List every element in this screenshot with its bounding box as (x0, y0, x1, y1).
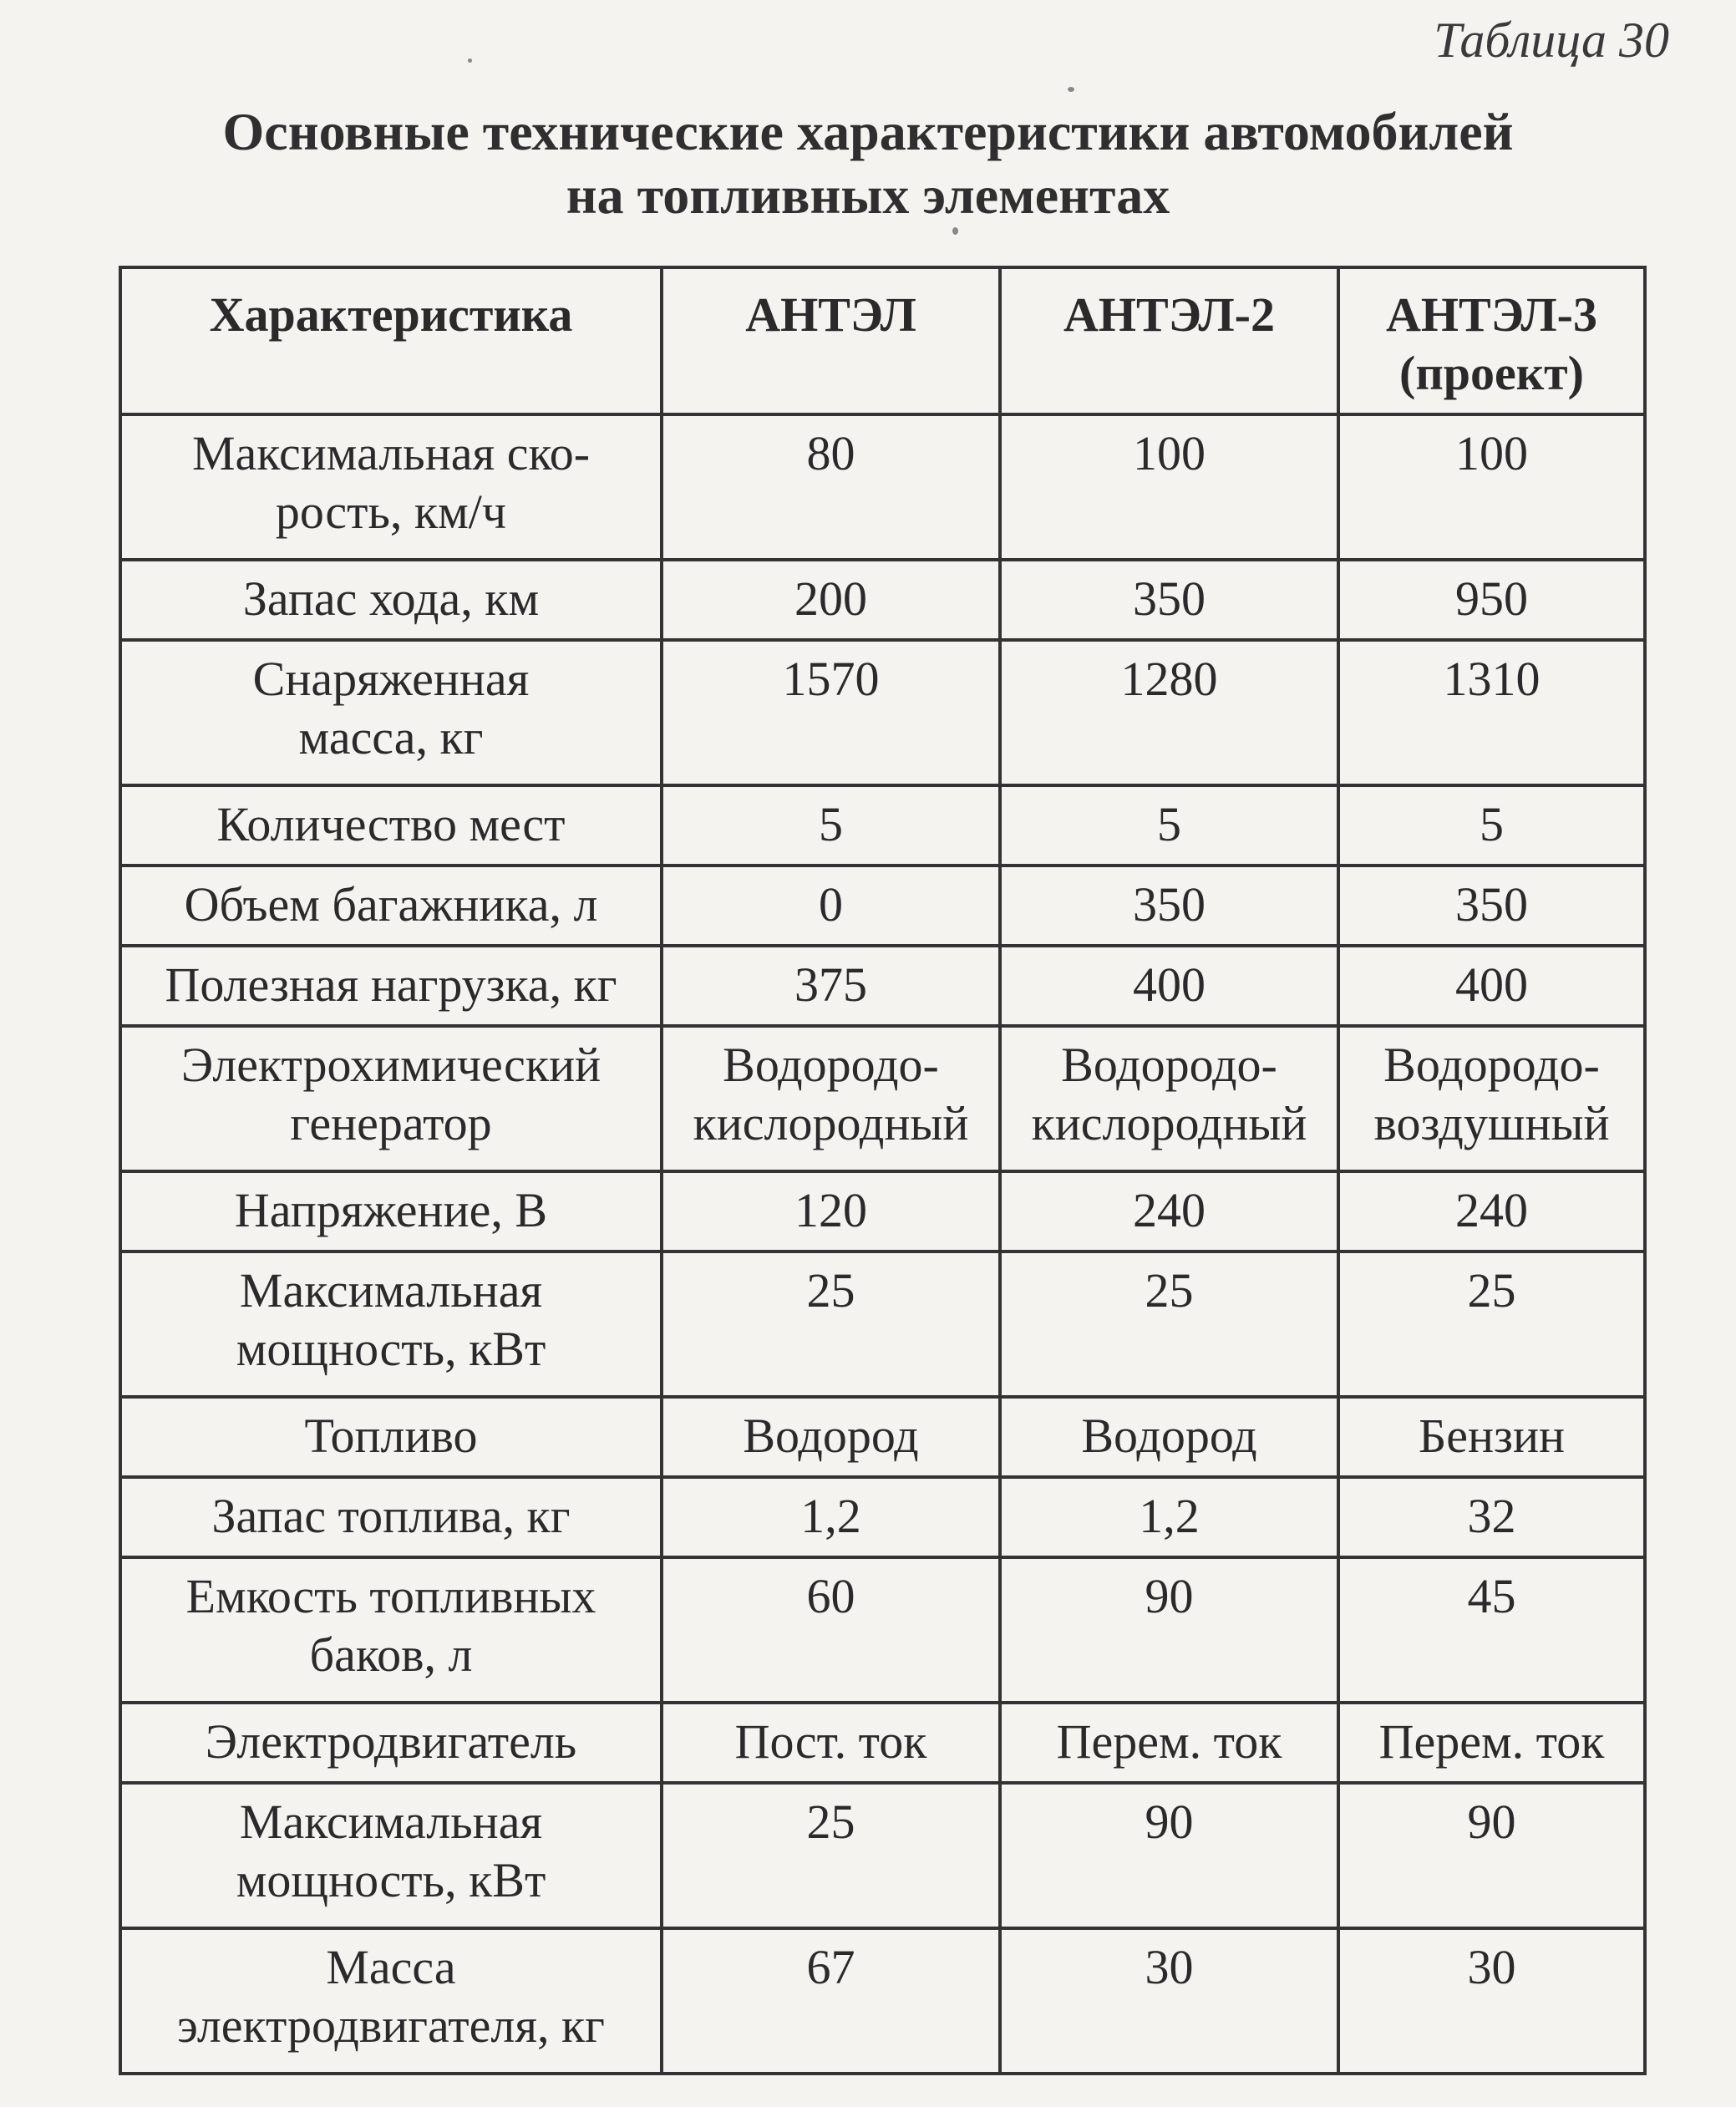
table-row (120, 866, 1645, 946)
table-cell: 350 (1000, 866, 1338, 946)
row-label: Топливо (120, 1397, 662, 1477)
table-cell: 45 (1338, 1557, 1645, 1703)
table-cell: 90 (1338, 1783, 1645, 1928)
table-cell: Водородо- воздушный (1338, 1026, 1645, 1171)
scan-speck (952, 227, 958, 235)
table-row (120, 640, 1645, 785)
table-cell: 60 (662, 1557, 1000, 1703)
table-row (120, 1557, 1645, 1703)
table-cell: 80 (662, 414, 1000, 560)
table-cell: 32 (1338, 1477, 1645, 1557)
table-cell: 25 (662, 1783, 1000, 1928)
row-label: Масса электродвигателя, кг (120, 1928, 662, 2074)
table-row (120, 1928, 1645, 2074)
column-header: Характеристика (120, 267, 662, 414)
table-cell: 25 (1000, 1252, 1338, 1397)
table-cell: 375 (662, 946, 1000, 1026)
table-header-row (120, 267, 1645, 414)
table-row (120, 1703, 1645, 1783)
table-cell: 25 (1338, 1252, 1645, 1397)
table-row (120, 560, 1645, 640)
table-cell: 1570 (662, 640, 1000, 785)
table-cell: 1,2 (1000, 1477, 1338, 1557)
page-title (0, 100, 1736, 227)
scan-speck (1068, 87, 1074, 92)
table-cell: 100 (1000, 414, 1338, 560)
title-line-1: Основные технические характеристики автомобилей (222, 102, 1514, 161)
table-number-label: Таблица 30 (1434, 13, 1669, 68)
table-cell: 350 (1000, 560, 1338, 640)
table-cell: 400 (1000, 946, 1338, 1026)
table-cell: 350 (1338, 866, 1645, 946)
column-header: АНТЭЛ-2 (1000, 267, 1338, 414)
table-cell: Бензин (1338, 1397, 1645, 1477)
row-label: Емкость топливных баков, л (120, 1557, 662, 1703)
table-cell: Водородо- кислородный (1000, 1026, 1338, 1171)
row-label: Полезная нагрузка, кг (120, 946, 662, 1026)
specifications-table (119, 266, 1647, 2075)
table-row (120, 1026, 1645, 1171)
table-cell: Перем. ток (1000, 1703, 1338, 1783)
table-row (120, 1783, 1645, 1928)
table-cell: 5 (662, 785, 1000, 866)
table-cell: 950 (1338, 560, 1645, 640)
table-cell: 1280 (1000, 640, 1338, 785)
row-label: Напряжение, В (120, 1171, 662, 1252)
table-cell: 240 (1338, 1171, 1645, 1252)
table-cell: 1310 (1338, 640, 1645, 785)
table-row (120, 1171, 1645, 1252)
row-label: Максимальная мощность, кВт (120, 1252, 662, 1397)
table-cell: Перем. ток (1338, 1703, 1645, 1783)
table-cell: Водородо- кислородный (662, 1026, 1000, 1171)
row-label: Запас хода, км (120, 560, 662, 640)
table-cell: 67 (662, 1928, 1000, 2074)
table-cell: 120 (662, 1171, 1000, 1252)
table-row (120, 1477, 1645, 1557)
table-cell: 25 (662, 1252, 1000, 1397)
title-line-2: на топливных элементах (566, 165, 1170, 225)
table-cell: Водород (1000, 1397, 1338, 1477)
row-label: Снаряженная масса, кг (120, 640, 662, 785)
row-label: Электродвигатель (120, 1703, 662, 1783)
row-label: Максимальная мощность, кВт (120, 1783, 662, 1928)
table-cell: 30 (1000, 1928, 1338, 2074)
table-cell: 5 (1000, 785, 1338, 866)
row-label: Электрохимический генератор (120, 1026, 662, 1171)
table-cell: Пост. ток (662, 1703, 1000, 1783)
column-header: АНТЭЛ (662, 267, 1000, 414)
table-cell: 1,2 (662, 1477, 1000, 1557)
table-cell: 90 (1000, 1783, 1338, 1928)
table-row (120, 1252, 1645, 1397)
row-label: Объем багажника, л (120, 866, 662, 946)
row-label: Количество мест (120, 785, 662, 866)
row-label: Максимальная ско- рость, км/ч (120, 414, 662, 560)
table-row (120, 414, 1645, 560)
table-cell: 90 (1000, 1557, 1338, 1703)
column-header: АНТЭЛ-3 (проект) (1338, 267, 1645, 414)
table-row (120, 946, 1645, 1026)
table-cell: 0 (662, 866, 1000, 946)
table-row (120, 785, 1645, 866)
table-cell: 400 (1338, 946, 1645, 1026)
table-cell: 5 (1338, 785, 1645, 866)
scan-speck (468, 58, 472, 63)
row-label: Запас топлива, кг (120, 1477, 662, 1557)
table-cell: 240 (1000, 1171, 1338, 1252)
table-row (120, 1397, 1645, 1477)
table-cell: Водород (662, 1397, 1000, 1477)
table-cell: 100 (1338, 414, 1645, 560)
table-cell: 200 (662, 560, 1000, 640)
table-cell: 30 (1338, 1928, 1645, 2074)
